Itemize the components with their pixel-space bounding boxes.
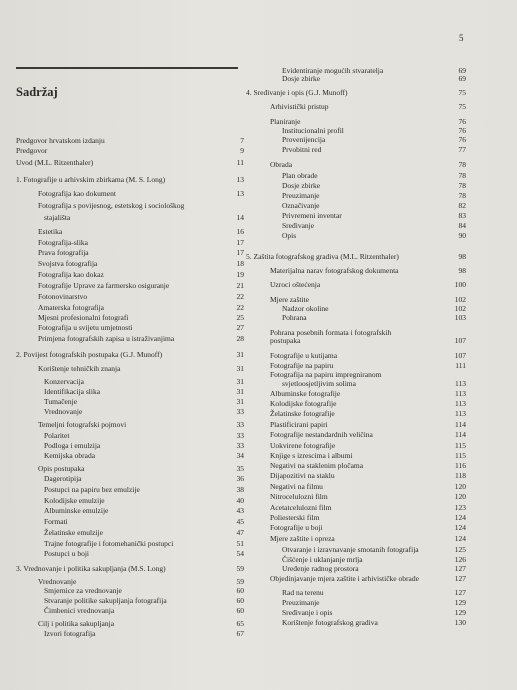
toc-entry-title: Primjena fotografskih zapisa u istraživanjima bbox=[38, 334, 175, 343]
toc-entry-title: Sređivanje i opis bbox=[282, 608, 333, 617]
toc-entry-title: Korištenje fotografskog gradiva bbox=[282, 618, 378, 627]
toc-entry-page: 22 bbox=[236, 303, 244, 312]
toc-entry-title: Knjige s izrescima i albumi bbox=[270, 451, 353, 460]
toc-entry-page: 17 bbox=[236, 248, 244, 257]
toc-entry-title: Kemijska obrada bbox=[44, 451, 96, 460]
toc-entry-title: Vrednovanje bbox=[38, 577, 77, 586]
toc-entry-page: 22 bbox=[236, 292, 244, 301]
toc-entry-page: 28 bbox=[236, 334, 244, 343]
toc-entry-page: 11 bbox=[236, 158, 244, 167]
toc-entry-title: svjetloosjetljivim solima bbox=[282, 379, 356, 388]
toc-entry-title: 2. Povijest fotografskih postupaka (G.J. Munoff) bbox=[16, 350, 163, 359]
toc-entry-title: Fotografija kao dokaz bbox=[38, 270, 104, 279]
toc-entry-title: Polaritet bbox=[44, 431, 70, 440]
toc-entry-page: 31 bbox=[236, 350, 244, 359]
toc-entry-page: 33 bbox=[236, 407, 244, 416]
toc-entry-title: Fotografije na papiru bbox=[270, 361, 334, 370]
toc-entry-page: 78 bbox=[458, 181, 466, 190]
toc-entry-page: 69 bbox=[458, 74, 466, 83]
toc-entry-page: 82 bbox=[458, 201, 466, 210]
toc-entry-page: 43 bbox=[236, 506, 244, 515]
toc-entry-page: 115 bbox=[455, 441, 466, 450]
toc-entry-title: 4. Sređivanje i opis (G.J. Munoff) bbox=[246, 88, 348, 97]
toc-entry-page: 113 bbox=[455, 379, 466, 388]
toc-entry-page: 21 bbox=[236, 281, 244, 290]
toc-entry-page: 16 bbox=[236, 227, 244, 236]
toc-entry-page: 124 bbox=[454, 513, 466, 522]
page-number: 5 bbox=[459, 33, 464, 43]
toc-entry-page: 115 bbox=[455, 451, 466, 460]
toc-entry-title: Fotografije u boji bbox=[270, 523, 323, 532]
toc-entry-title: Obrada bbox=[270, 160, 293, 169]
toc-entry-title: Fotografije u kutijama bbox=[270, 351, 338, 360]
page-title: Sadržaj bbox=[16, 85, 58, 99]
toc-entry-page: 77 bbox=[458, 145, 466, 154]
toc-entry-title: Izvori fotografija bbox=[44, 629, 96, 638]
toc-entry-page: 83 bbox=[458, 211, 466, 220]
toc-entry-page: 84 bbox=[458, 221, 466, 230]
toc-entry-title: Kolodijske fotografije bbox=[270, 399, 337, 408]
toc-entry-page: 60 bbox=[236, 596, 244, 605]
toc-entry-title: Vrednovanje bbox=[44, 407, 83, 416]
toc-entry-page: 124 bbox=[454, 523, 466, 532]
toc-entry-title: Plan obrade bbox=[282, 171, 318, 180]
toc-entry-page: 98 bbox=[458, 266, 466, 275]
toc-entry-title: Korištenje tehničkih znanja bbox=[38, 364, 121, 373]
toc-entry-page: 113 bbox=[455, 409, 466, 418]
toc-entry-title: Fotografija kao dokument bbox=[38, 189, 116, 198]
toc-entry-page: 60 bbox=[236, 586, 244, 595]
toc-entry-page: 54 bbox=[236, 549, 244, 558]
toc-entry-page: 120 bbox=[454, 482, 466, 491]
toc-entry-title: Provenijencija bbox=[282, 135, 326, 144]
toc-entry-title: Smjernice za vrednovanje bbox=[44, 586, 122, 595]
toc-entry-title: Institucionalni profil bbox=[282, 126, 344, 135]
toc-entry-title: Albuminske fotografije bbox=[270, 389, 341, 398]
toc-entry-title: Fotonovinarstvo bbox=[38, 292, 88, 301]
toc-entry-title: Označivanje bbox=[282, 201, 320, 210]
toc-entry-page: 18 bbox=[236, 259, 244, 268]
toc-entry-title: 5. Zaštita fotografskog gradiva (M.L. Ritzenthaler) bbox=[246, 252, 399, 261]
toc-entry-title: Uokvirene fotografije bbox=[270, 441, 336, 450]
toc-entry-page: 59 bbox=[236, 564, 244, 573]
toc-entry-page: 27 bbox=[236, 323, 244, 332]
toc-entry-page: 25 bbox=[236, 313, 244, 322]
toc-entry-title: Uređenje radnog prostora bbox=[282, 564, 359, 573]
toc-entry-title: 3. Vrednovanje i politika sakupljanja (M.S. Long) bbox=[16, 564, 166, 573]
toc-entry-title: Predgovor bbox=[16, 146, 48, 155]
toc-entry-title: Postupci na papiru bez emulzije bbox=[44, 485, 140, 494]
toc-entry-page: 98 bbox=[458, 252, 466, 261]
toc-entry-page: 34 bbox=[236, 451, 244, 460]
toc-entry-title: Uvod (M.L. Ritzenthaler) bbox=[16, 158, 94, 167]
toc-entry-title: Plastificirani papiri bbox=[270, 420, 328, 429]
toc-entry-page: 40 bbox=[236, 496, 244, 505]
toc-entry-page: 31 bbox=[236, 397, 244, 406]
toc-entry-title: Formati bbox=[44, 517, 68, 526]
toc-entry-page: 116 bbox=[455, 461, 466, 470]
toc-entry-page: 129 bbox=[454, 608, 466, 617]
toc-entry-page: 114 bbox=[455, 430, 466, 439]
toc-entry-page: 78 bbox=[458, 160, 466, 169]
toc-entry-page: 111 bbox=[455, 361, 466, 370]
toc-entry-title: Nadzor okoline bbox=[282, 304, 329, 313]
toc-entry-page: 65 bbox=[236, 619, 244, 628]
toc-entry-title: Dagerotipija bbox=[44, 474, 82, 483]
toc-entry-page: 31 bbox=[236, 377, 244, 386]
toc-entry-page: 125 bbox=[454, 545, 466, 554]
toc-entry-page: 33 bbox=[236, 420, 244, 429]
toc-entry-page: 36 bbox=[236, 474, 244, 483]
toc-entry-title: 1. Fotografije u arhivskim zbirkama (M. S. Long) bbox=[16, 175, 166, 184]
toc-entry-page: 127 bbox=[454, 574, 466, 583]
toc-entry-title: Uzroci oštećenja bbox=[270, 280, 321, 289]
toc-entry-title: Albuminske emulzije bbox=[44, 506, 109, 515]
toc-entry-title: Opis bbox=[282, 231, 297, 240]
toc-entry-page: 126 bbox=[454, 555, 466, 564]
toc-entry-title: Poliesterski film bbox=[270, 513, 320, 522]
toc-entry-page: 103 bbox=[454, 313, 466, 322]
toc-entry-title: stajališta bbox=[44, 213, 71, 222]
toc-entry-page: 127 bbox=[454, 564, 466, 573]
toc-entry-page: 76 bbox=[458, 117, 466, 126]
toc-entry-page: 47 bbox=[236, 528, 244, 537]
toc-entry-title: Arhivistički pristup bbox=[270, 102, 329, 111]
toc-entry-title: Postupci u boji bbox=[44, 549, 90, 558]
toc-entry-title: Fotografija s povijesnog, estetskog i sociološkog bbox=[38, 201, 185, 210]
toc-entry-page: 124 bbox=[454, 534, 466, 543]
toc-entry-page: 123 bbox=[454, 503, 466, 512]
toc-entry-page: 107 bbox=[454, 336, 466, 345]
toc-entry-page: 113 bbox=[455, 389, 466, 398]
toc-entry-page: 114 bbox=[455, 420, 466, 429]
toc-entry-title: Fotografija-slika bbox=[38, 238, 88, 247]
toc-entry-title: Mjere zaštite bbox=[270, 295, 309, 304]
toc-entry-title: postupaka bbox=[270, 336, 301, 345]
toc-entry-title: Pohrana bbox=[282, 313, 307, 322]
toc-entry-title: Trajne fotografije i fotomehanički postupci bbox=[44, 539, 174, 548]
toc-entry-title: Podloga i emulzija bbox=[44, 441, 101, 450]
toc-entry-title: Dosje zbirke bbox=[282, 181, 321, 190]
toc-entry-title: Amaterska fotografija bbox=[38, 303, 105, 312]
toc-entry-title: Evidentiranje mogućih stvaratelja bbox=[282, 66, 384, 75]
toc-entry-title: Opis postupaka bbox=[38, 464, 85, 473]
toc-entry-page: 129 bbox=[454, 598, 466, 607]
toc-entry-title: Želatinske emulzije bbox=[44, 528, 103, 537]
toc-entry-page: 102 bbox=[454, 304, 466, 313]
toc-entry-title: Cilj i politika sakupljanja bbox=[38, 619, 115, 628]
toc-entry-page: 67 bbox=[236, 629, 244, 638]
toc-entry-page: 13 bbox=[236, 189, 244, 198]
toc-entry-title: Privremeni inventar bbox=[282, 211, 342, 220]
toc-entry-page: 90 bbox=[458, 231, 466, 240]
toc-entry-page: 120 bbox=[454, 492, 466, 501]
toc-entry-title: Predgovor hrvatskom izdanju bbox=[16, 136, 105, 145]
toc-entry-title: Dijapozitivi na staklu bbox=[270, 471, 335, 480]
toc-entry-title: Otvaranje i izravnavanje smotanih fotografija bbox=[282, 545, 419, 554]
toc-entry-title: Preuzimanje bbox=[282, 191, 320, 200]
toc-entry-page: 113 bbox=[455, 399, 466, 408]
toc-entry-page: 127 bbox=[454, 588, 466, 597]
toc-entry-title: Fotografije nestandardnih veličina bbox=[270, 430, 373, 439]
toc-entry-title: Preuzimanje bbox=[282, 598, 320, 607]
toc-entry-page: 45 bbox=[236, 517, 244, 526]
toc-entry-page: 100 bbox=[454, 280, 466, 289]
toc-entry-page: 31 bbox=[236, 364, 244, 373]
toc-entry-page: 13 bbox=[236, 175, 244, 184]
toc-entry-title: Negativi na filmu bbox=[270, 482, 323, 491]
toc-entry-page: 130 bbox=[454, 618, 466, 627]
toc-entry-page: 17 bbox=[236, 238, 244, 247]
toc-entry-title: Želatinske fotografije bbox=[270, 409, 335, 418]
toc-entry-title: Čimbenici vrednovanja bbox=[44, 606, 115, 615]
toc-entry-title: Čišćenje i uklanjanje mrlja bbox=[282, 555, 363, 564]
toc-entry-title: Sređivanje bbox=[282, 221, 315, 230]
toc-entry-title: Konzervacija bbox=[44, 377, 84, 386]
toc-entry-page: 78 bbox=[458, 171, 466, 180]
toc-entry-page: 69 bbox=[458, 66, 466, 75]
toc-entry-page: 33 bbox=[236, 431, 244, 440]
toc-entry-title: Pohrana posebnih formata i fotografskih bbox=[270, 328, 392, 337]
toc-entry-page: 14 bbox=[236, 213, 244, 222]
toc-entry-title: Prava fotografija bbox=[38, 248, 89, 257]
toc-entry-title: Fotografije Uprave za farmersko osiguranje bbox=[38, 281, 170, 290]
toc-entry-page: 33 bbox=[236, 441, 244, 450]
toc-entry-title: Tumačenje bbox=[44, 397, 78, 406]
toc-entry-page: 102 bbox=[454, 295, 466, 304]
toc-entry-title: Dosje zbirke bbox=[282, 74, 321, 83]
toc-entry-title: Svojstva fotografija bbox=[38, 259, 98, 268]
toc-entry-page: 60 bbox=[236, 606, 244, 615]
toc-entry-title: Kolodijske emulzije bbox=[44, 496, 105, 505]
toc-entry-page: 107 bbox=[454, 351, 466, 360]
toc-entry-title: Mjere zaštite i opreza bbox=[270, 534, 335, 543]
toc-entry-page: 78 bbox=[458, 191, 466, 200]
toc-entry-title: Rad na terenu bbox=[282, 588, 324, 597]
toc-entry-title: Estetika bbox=[38, 227, 63, 236]
heading-rule bbox=[16, 67, 238, 69]
toc-entry-title: Negativi na staklenim pločama bbox=[270, 461, 364, 470]
toc-entry-title: Fotografija na papiru impregniranom bbox=[270, 370, 382, 379]
toc-entry-page: 76 bbox=[458, 126, 466, 135]
toc-entry-page: 75 bbox=[458, 88, 466, 97]
toc-entry-title: Planiranje bbox=[270, 117, 301, 126]
toc-entry-page: 118 bbox=[455, 471, 466, 480]
toc-entry-page: 7 bbox=[240, 136, 244, 145]
toc-entry-page: 19 bbox=[236, 270, 244, 279]
toc-entry-title: Temeljni fotografski pojmovi bbox=[38, 420, 127, 429]
toc-entry-title: Objedinjavanje mjera zaštite i arhivističke obrade bbox=[270, 574, 419, 583]
toc-entry-page: 51 bbox=[236, 539, 244, 548]
toc-entry-title: Materijalna narav fotografskog dokumenta bbox=[270, 266, 399, 275]
toc-entry-page: 59 bbox=[236, 577, 244, 586]
toc-entry-page: 9 bbox=[240, 146, 244, 155]
toc-entry-page: 31 bbox=[236, 387, 244, 396]
toc-entry-page: 38 bbox=[236, 485, 244, 494]
toc-entry-title: Stvaranje politike sakupljanja fotografija bbox=[44, 596, 167, 605]
toc-entry-page: 75 bbox=[458, 102, 466, 111]
toc-entry-title: Prvobitni red bbox=[282, 145, 322, 154]
toc-entry-title: Nitroceluloznі film bbox=[270, 492, 328, 501]
toc-entry-title: Identifikacija slika bbox=[44, 387, 101, 396]
toc-entry-page: 76 bbox=[458, 135, 466, 144]
toc-entry-page: 35 bbox=[236, 464, 244, 473]
toc-entry-title: Acetatcelulozni film bbox=[270, 503, 332, 512]
toc-entry-title: Mjesni profesionalni fotografi bbox=[38, 313, 129, 322]
toc-entry-title: Fotografija u svijetu umjetnosti bbox=[38, 323, 133, 332]
